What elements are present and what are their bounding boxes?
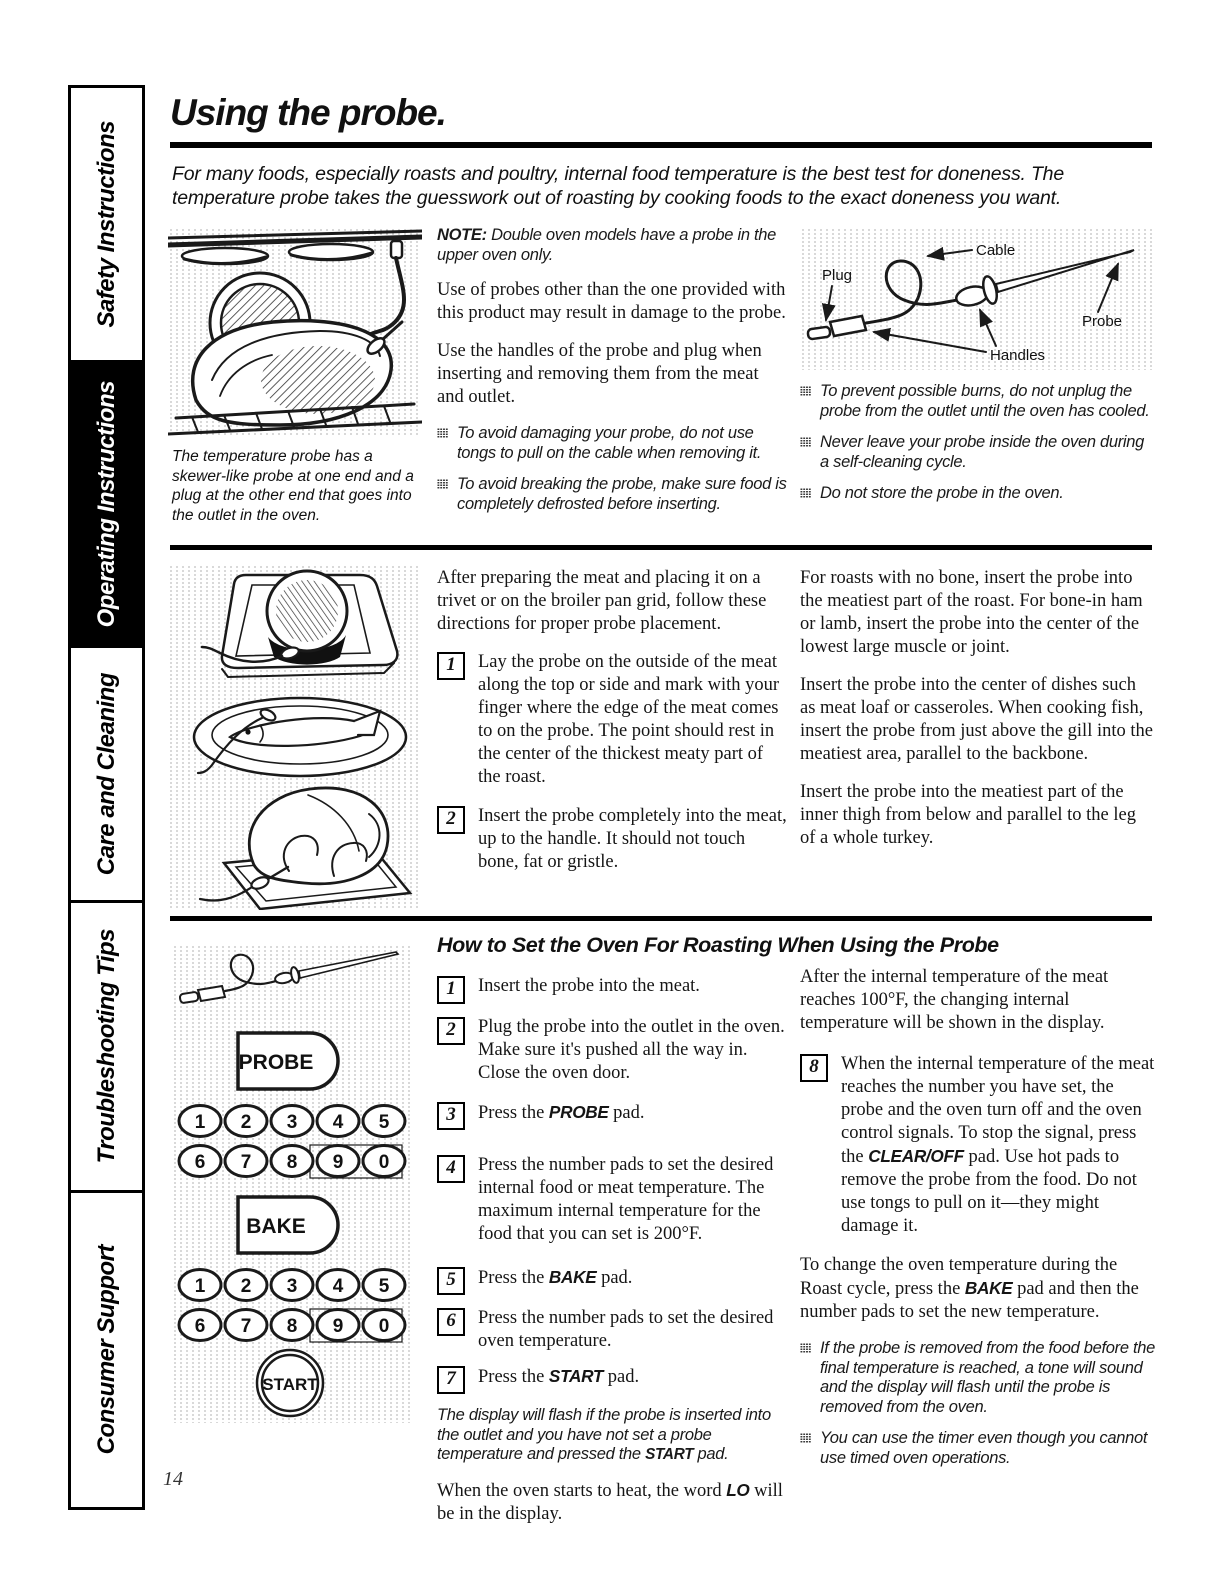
bullet-text: To avoid breaking the probe, make sure food is completely defrosted before inserting.	[457, 475, 787, 513]
step-number: 1	[437, 976, 465, 1004]
roasting-section-heading: How to Set the Oven For Roasting When Using the Probe	[437, 933, 999, 957]
step-text: Press the number pads to set the desired internal food or meat temperature. The maximum internal temperature for the food that you can set is 200°F.	[478, 1155, 774, 1244]
halftone-bullet-icon	[800, 1343, 811, 1353]
step-item	[437, 1307, 789, 1353]
diagram-label-plug: Plug	[822, 267, 853, 284]
sidebar-tab-label: Care and Cleaning	[92, 672, 120, 876]
body-paragraph: To change the oven temperature during the Roast cycle, press the BAKE pad and then the number pads to set the new temperature.	[800, 1255, 1139, 1322]
step-text: When the internal temperature of the meat reaches the number you have set, the probe and the oven turn off and the oven control signals. To stop the signal, press the CLEAR/OFF pad. Use hot pads to remove the probe from the food. Do not use tongs to pull on it—they might damage it.	[841, 1054, 1155, 1236]
digit-pad: 4	[332, 1276, 344, 1297]
note-paragraph	[437, 226, 789, 265]
step-item	[437, 651, 789, 789]
flash-note: The display will flash if the probe is inserted into the outlet and you have not set a probe temperature and pressed the START pad.	[437, 1406, 771, 1463]
section2-right-column	[800, 567, 1156, 865]
section-divider	[170, 545, 1152, 550]
step-text: Insert the probe completely into the meat, up to the handle. It should not touch bone, fat or gristle.	[478, 806, 787, 872]
step-text: Press the PROBE pad.	[478, 1102, 645, 1123]
probe-diagram	[800, 228, 1152, 370]
step-item	[437, 1016, 789, 1085]
digit-pad: 7	[240, 1316, 252, 1337]
digit-pad: 7	[240, 1152, 252, 1173]
body-paragraph: When the oven starts to heat, the word LO will be in the display.	[437, 1479, 783, 1524]
diagram-label-handles: Handles	[990, 347, 1046, 364]
section3-right-column	[800, 966, 1156, 1480]
step-item	[800, 1053, 1156, 1238]
body-paragraph: Insert the probe into the meatiest part of the inner thigh from below and parallel to the leg of a whole turkey.	[800, 782, 1136, 848]
note-label: NOTE:	[437, 226, 487, 244]
section1-right-column	[800, 382, 1156, 516]
halftone-bullet-icon	[800, 488, 811, 498]
step-number: 2	[437, 1017, 465, 1045]
bullet-item	[800, 1339, 1156, 1417]
digit-pad: 6	[194, 1316, 206, 1337]
digit-pad: 9	[332, 1152, 344, 1173]
digit-pad: 8	[286, 1316, 298, 1337]
step-item	[437, 1154, 789, 1246]
body-paragraph: After the internal temperature of the meat reaches 100°F, the changing internal temperature will be shown in the display.	[800, 967, 1109, 1033]
bullet-item	[800, 382, 1156, 421]
halftone-bullet-icon	[800, 437, 811, 447]
page-title: Using the probe.	[170, 92, 446, 133]
digit-pad: 6	[194, 1152, 206, 1173]
body-paragraph: Insert the probe into the center of dishes such as meat loaf or casseroles. When cooking fish, insert the probe from just above the gill into the meatiest area, parallel to the backbone.	[800, 675, 1153, 764]
digit-pad: 2	[240, 1276, 252, 1297]
section-divider	[170, 916, 1152, 921]
bullet-text: To prevent possible burns, do not unplug the probe from the outlet until the oven has cooled.	[820, 382, 1150, 420]
step-text: Press the START pad.	[478, 1366, 640, 1387]
digit-pad: 9	[332, 1316, 344, 1337]
digit-pad: 3	[286, 1276, 298, 1297]
bullet-text: To avoid damaging your probe, do not use tongs to pull on the cable when removing it.	[457, 424, 762, 462]
halftone-bullet-icon	[437, 428, 448, 438]
digit-pad: 3	[286, 1112, 298, 1133]
digit-pad: 2	[240, 1112, 252, 1133]
step-item	[437, 805, 789, 874]
diagram-label-probe: Probe	[1082, 313, 1123, 330]
oven-illustration-caption: The temperature probe has a skewer-like probe at one end and a plug at the other end that goes into the outlet in the oven.	[172, 448, 414, 524]
sidebar-tab-label: Consumer Support	[92, 1245, 120, 1455]
section2-middle-column	[437, 567, 789, 886]
digit-pad: 8	[286, 1152, 298, 1173]
step-text: Press the BAKE pad.	[478, 1267, 633, 1288]
digit-pad: 5	[378, 1112, 390, 1133]
keypad-illustration	[172, 945, 412, 1423]
digit-pad: 4	[332, 1112, 344, 1133]
sidebar-tab-troubleshooting-tips	[71, 900, 142, 1190]
sidebar-tab-label: Troubleshooting Tips	[92, 929, 120, 1164]
bullet-item	[800, 433, 1156, 472]
step-number: 7	[437, 1366, 465, 1394]
digit-pad: 0	[378, 1316, 390, 1337]
step-number: 2	[437, 806, 465, 834]
bullet-text: If the probe is removed from the food before the final temperature is reached, a tone will sound and the display will flash until the probe is removed from the oven.	[820, 1339, 1156, 1416]
digit-pad: 0	[378, 1152, 390, 1173]
sidebar-tab-operating-instructions	[71, 360, 142, 645]
diagram-label-cable: Cable	[976, 242, 1016, 259]
bullet-item	[437, 424, 789, 463]
bullet-item	[800, 1429, 1156, 1468]
probe-placement-illustrations	[168, 565, 422, 910]
step-number: 8	[800, 1054, 828, 1082]
step-item	[437, 975, 789, 1004]
step-item	[437, 1101, 789, 1130]
sidebar-tab-consumer-support	[71, 1190, 142, 1507]
probe-pad-label: PROBE	[238, 1051, 314, 1074]
body-paragraph: For roasts with no bone, insert the probe into the meatiest part of the roast. For bone-in ham or lamb, insert the probe into the center of the lowest large muscle or joint.	[800, 568, 1143, 657]
step-number: 6	[437, 1308, 465, 1336]
bullet-text: Do not store the probe in the oven.	[820, 484, 1064, 502]
step-text: Plug the probe into the outlet in the oven. Make sure it's pushed all the way in. Close the oven door.	[478, 1017, 785, 1083]
step-number: 4	[437, 1155, 465, 1183]
digit-pad: 5	[378, 1276, 390, 1297]
page-number: 14	[163, 1468, 183, 1490]
step-number: 5	[437, 1267, 465, 1295]
sidebar-tab-label: Operating Instructions	[92, 380, 120, 628]
body-paragraph: Use the handles of the probe and plug when inserting and removing them from the meat and outlet.	[437, 341, 762, 407]
oven-interior-illustration	[168, 228, 422, 436]
intro-text: For many foods, especially roasts and poultry, internal food temperature is the best test for doneness. The temperature probe takes the guesswork out of roasting by cooking foods to the exact doneness you want.	[172, 163, 1064, 209]
section1-middle-column	[437, 226, 789, 526]
digit-pad: 1	[194, 1276, 206, 1297]
step-number: 3	[437, 1102, 465, 1130]
start-pad-label: START	[262, 1375, 318, 1394]
section3-middle-column	[437, 975, 789, 1541]
step-number: 1	[437, 652, 465, 680]
bake-pad-label: BAKE	[246, 1215, 306, 1238]
digit-pad: 1	[194, 1112, 206, 1133]
sidebar-tab-safety-instructions	[71, 88, 142, 360]
step-text: Lay the probe on the outside of the meat along the top or side and mark with your finger where the edge of the meat comes to on the probe. The point should rest in the center of the thickest meaty part of the roast.	[478, 652, 780, 787]
sidebar-tab-care-and-cleaning	[71, 645, 142, 900]
title-rule	[170, 142, 1152, 148]
sidebar-tab-label: Safety Instructions	[92, 120, 120, 328]
bullet-item	[437, 475, 789, 514]
section-tab-sidebar	[68, 85, 145, 1510]
bullet-text: Never leave your probe inside the oven during a self-cleaning cycle.	[820, 433, 1145, 471]
bullet-item	[800, 484, 1156, 504]
body-paragraph: Use of probes other than the one provided with this product may result in damage to the probe.	[437, 280, 786, 323]
step-item	[437, 1266, 789, 1295]
halftone-bullet-icon	[800, 386, 811, 396]
step-text: Insert the probe into the meat.	[478, 976, 700, 996]
halftone-bullet-icon	[437, 479, 448, 489]
note-text: Double oven models have a probe in the upper oven only.	[437, 226, 777, 264]
body-paragraph: After preparing the meat and placing it on a trivet or on the broiler pan grid, follow these directions for proper probe placement.	[437, 568, 767, 634]
step-text: Press the number pads to set the desired oven temperature.	[478, 1308, 774, 1351]
bullet-text: You can use the timer even though you cannot use timed oven operations.	[820, 1429, 1148, 1467]
halftone-bullet-icon	[800, 1433, 811, 1443]
step-item	[437, 1365, 789, 1394]
